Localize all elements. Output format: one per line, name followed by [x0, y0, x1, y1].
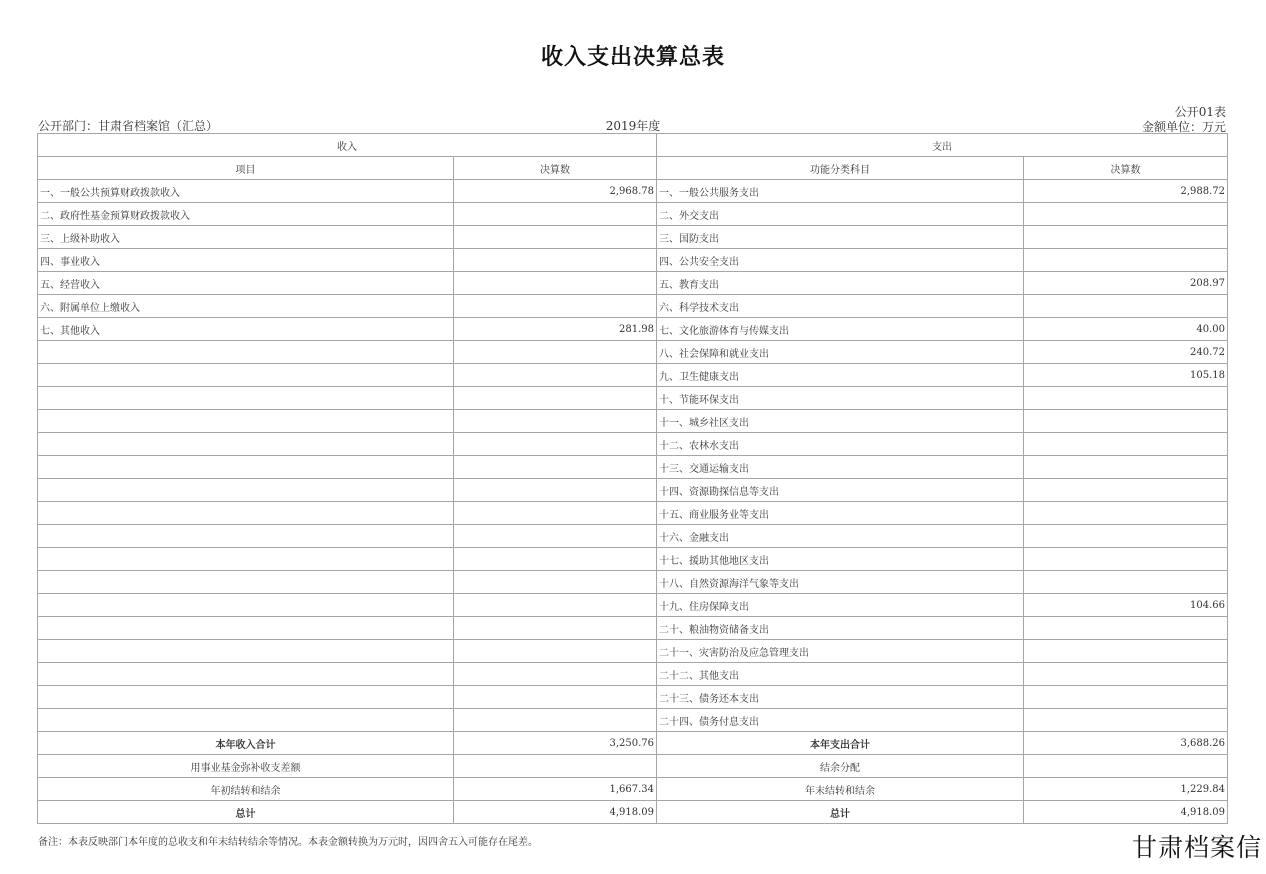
income-amount-cell	[454, 249, 657, 272]
summary-income-amount: 3,250.76	[454, 732, 657, 755]
expense-amount-cell	[1024, 709, 1228, 732]
table-body	[38, 180, 1228, 824]
income-amount-cell	[454, 502, 657, 525]
income-item-cell	[38, 387, 454, 410]
income-amount-cell	[454, 548, 657, 571]
income-item-cell	[38, 479, 454, 502]
page-title: 收入支出决算总表	[540, 45, 725, 70]
summary-expense-label: 本年支出合计	[657, 732, 1024, 755]
table-row	[38, 341, 1228, 364]
income-amount-cell	[454, 709, 657, 732]
expense-item-cell: 五、教育支出	[657, 272, 1024, 295]
income-amount-cell	[454, 226, 657, 249]
expense-amount-cell: 240.72	[1024, 341, 1228, 364]
expense-section-header: 支出	[657, 134, 1228, 157]
expense-amount-cell: 208.97	[1024, 272, 1228, 295]
watermark-text: 甘肃档案信	[1131, 833, 1262, 862]
income-section-header: 收入	[38, 134, 657, 157]
summary-income-label: 总计	[38, 801, 454, 824]
table-row	[38, 548, 1228, 571]
income-amount-cell	[454, 594, 657, 617]
income-item-cell	[38, 456, 454, 479]
expense-amount-cell: 40.00	[1024, 318, 1228, 341]
expense-item-cell: 二、外交支出	[657, 203, 1024, 226]
expense-amount-cell	[1024, 686, 1228, 709]
expense-amount-cell	[1024, 525, 1228, 548]
expense-item-cell: 十九、住房保障支出	[657, 594, 1024, 617]
table-row	[38, 663, 1228, 686]
summary-income-label: 本年收入合计	[38, 732, 454, 755]
summary-expense-amount: 3,688.26	[1024, 732, 1228, 755]
summary-expense-amount	[1024, 755, 1228, 778]
table-row	[38, 594, 1228, 617]
expense-item-cell: 一、一般公共服务支出	[657, 180, 1024, 203]
income-item-cell: 四、事业收入	[38, 249, 454, 272]
expense-item-cell: 十、节能环保支出	[657, 387, 1024, 410]
expense-item-cell: 十八、自然资源海洋气象等支出	[657, 571, 1024, 594]
expense-item-cell: 十三、交通运输支出	[657, 456, 1024, 479]
expense-item-cell: 十二、农林水支出	[657, 433, 1024, 456]
income-item-cell	[38, 686, 454, 709]
income-amount-cell	[454, 640, 657, 663]
summary-income-label: 年初结转和结余	[38, 778, 454, 801]
income-amount-cell: 2,968.78	[454, 180, 657, 203]
income-amount-cell	[454, 272, 657, 295]
income-item-cell	[38, 640, 454, 663]
income-amount-cell	[454, 617, 657, 640]
footnote: 备注：本表反映部门本年度的总收支和年末结转结余等情况。本表金额转换为万元时，因四舍五入可能存在尾差。	[38, 837, 538, 848]
expense-amount-cell	[1024, 295, 1228, 318]
expense-item-cell: 十七、援助其他地区支出	[657, 548, 1024, 571]
summary-income-label: 用事业基金弥补收支差额	[38, 755, 454, 778]
expense-amount-cell	[1024, 249, 1228, 272]
income-amount-cell	[454, 663, 657, 686]
table-row	[38, 686, 1228, 709]
income-item-cell: 六、附属单位上缴收入	[38, 295, 454, 318]
income-amount-cell	[454, 433, 657, 456]
expense-amount-cell	[1024, 479, 1228, 502]
table-row	[38, 709, 1228, 732]
expense-amount-cell	[1024, 502, 1228, 525]
summary-row	[38, 732, 1228, 755]
expense-amount-cell	[1024, 410, 1228, 433]
summary-income-amount: 1,667.34	[454, 778, 657, 801]
expense-amount-cell	[1024, 663, 1228, 686]
expense-item-cell: 二十四、债务付息支出	[657, 709, 1024, 732]
table-row	[38, 617, 1228, 640]
expense-item-cell: 二十二、其他支出	[657, 663, 1024, 686]
table-row	[38, 203, 1228, 226]
expense-amount-cell	[1024, 617, 1228, 640]
table-row	[38, 295, 1228, 318]
income-amount-cell	[454, 525, 657, 548]
summary-expense-label: 年末结转和结余	[657, 778, 1024, 801]
income-amount-cell	[454, 387, 657, 410]
table-row	[38, 502, 1228, 525]
table-row	[38, 433, 1228, 456]
income-item-cell	[38, 433, 454, 456]
expense-item-cell: 八、社会保障和就业支出	[657, 341, 1024, 364]
table-row	[38, 640, 1228, 663]
income-item-cell	[38, 548, 454, 571]
income-amount-cell	[454, 295, 657, 318]
expense-item-cell: 二十、粮油物资储备支出	[657, 617, 1024, 640]
table-row	[38, 479, 1228, 502]
income-item-cell	[38, 594, 454, 617]
expense-amount-cell	[1024, 640, 1228, 663]
summary-expense-label: 总计	[657, 801, 1024, 824]
income-item-cell: 三、上级补助收入	[38, 226, 454, 249]
income-item-cell	[38, 571, 454, 594]
table-row	[38, 226, 1228, 249]
expense-amount-cell: 104.66	[1024, 594, 1228, 617]
income-amount-cell	[454, 456, 657, 479]
income-item-cell	[38, 341, 454, 364]
income-expense-table	[37, 133, 1228, 824]
income-item-cell: 七、其他收入	[38, 318, 454, 341]
income-amount-cell	[454, 571, 657, 594]
expense-amount-cell	[1024, 433, 1228, 456]
expense-amount-cell: 105.18	[1024, 364, 1228, 387]
summary-income-amount: 4,918.09	[454, 801, 657, 824]
expense-item-cell: 二十三、债务还本支出	[657, 686, 1024, 709]
table-row	[38, 318, 1228, 341]
table-row	[38, 456, 1228, 479]
table-row	[38, 387, 1228, 410]
expense-amount-cell: 2,988.72	[1024, 180, 1228, 203]
income-item-cell	[38, 525, 454, 548]
income-item-cell: 五、经营收入	[38, 272, 454, 295]
table-row	[38, 180, 1228, 203]
table-number-label: 公开01表	[1174, 105, 1226, 119]
expense-item-cell: 六、科学技术支出	[657, 295, 1024, 318]
expense-item-cell: 四、公共安全支出	[657, 249, 1024, 272]
income-item-cell: 一、一般公共预算财政拨款收入	[38, 180, 454, 203]
summary-expense-amount: 1,229.84	[1024, 778, 1228, 801]
department-label: 公开部门：甘肃省档案馆（汇总）	[38, 119, 219, 133]
expense-item-cell: 九、卫生健康支出	[657, 364, 1024, 387]
expense-item-cell: 三、国防支出	[657, 226, 1024, 249]
income-item-cell	[38, 709, 454, 732]
expense-amount-cell	[1024, 226, 1228, 249]
table-row	[38, 525, 1228, 548]
income-item-cell	[38, 502, 454, 525]
expense-item-cell: 二十一、灾害防治及应急管理支出	[657, 640, 1024, 663]
income-amount-cell	[454, 341, 657, 364]
category-column-header: 功能分类科目	[657, 157, 1024, 180]
income-amount-cell	[454, 479, 657, 502]
summary-income-amount	[454, 755, 657, 778]
income-item-cell	[38, 364, 454, 387]
expense-item-cell: 十五、商业服务业等支出	[657, 502, 1024, 525]
summary-row	[38, 801, 1228, 824]
income-amount-cell: 281.98	[454, 318, 657, 341]
summary-row	[38, 778, 1228, 801]
income-item-cell: 二、政府性基金预算财政拨款收入	[38, 203, 454, 226]
table-row	[38, 571, 1228, 594]
table-row	[38, 364, 1228, 387]
expense-amount-cell	[1024, 571, 1228, 594]
expense-item-cell: 七、文化旅游体育与传媒支出	[657, 318, 1024, 341]
income-amount-cell	[454, 686, 657, 709]
amount-column-header-2: 决算数	[1024, 157, 1228, 180]
expense-item-cell: 十六、金融支出	[657, 525, 1024, 548]
summary-expense-amount: 4,918.09	[1024, 801, 1228, 824]
year-label: 2019年度	[605, 119, 661, 133]
income-item-cell	[38, 663, 454, 686]
item-column-header: 项目	[38, 157, 454, 180]
income-item-cell	[38, 617, 454, 640]
income-amount-cell	[454, 410, 657, 433]
amount-column-header: 决算数	[454, 157, 657, 180]
table-row	[38, 272, 1228, 295]
income-item-cell	[38, 410, 454, 433]
expense-amount-cell	[1024, 548, 1228, 571]
expense-amount-cell	[1024, 203, 1228, 226]
summary-expense-label: 结余分配	[657, 755, 1024, 778]
expense-amount-cell	[1024, 387, 1228, 410]
expense-item-cell: 十四、资源勘探信息等支出	[657, 479, 1024, 502]
table-row	[38, 410, 1228, 433]
expense-item-cell: 十一、城乡社区支出	[657, 410, 1024, 433]
summary-row	[38, 755, 1228, 778]
expense-amount-cell	[1024, 456, 1228, 479]
income-amount-cell	[454, 203, 657, 226]
table-row	[38, 249, 1228, 272]
income-amount-cell	[454, 364, 657, 387]
unit-label: 金额单位：万元	[1141, 120, 1226, 134]
